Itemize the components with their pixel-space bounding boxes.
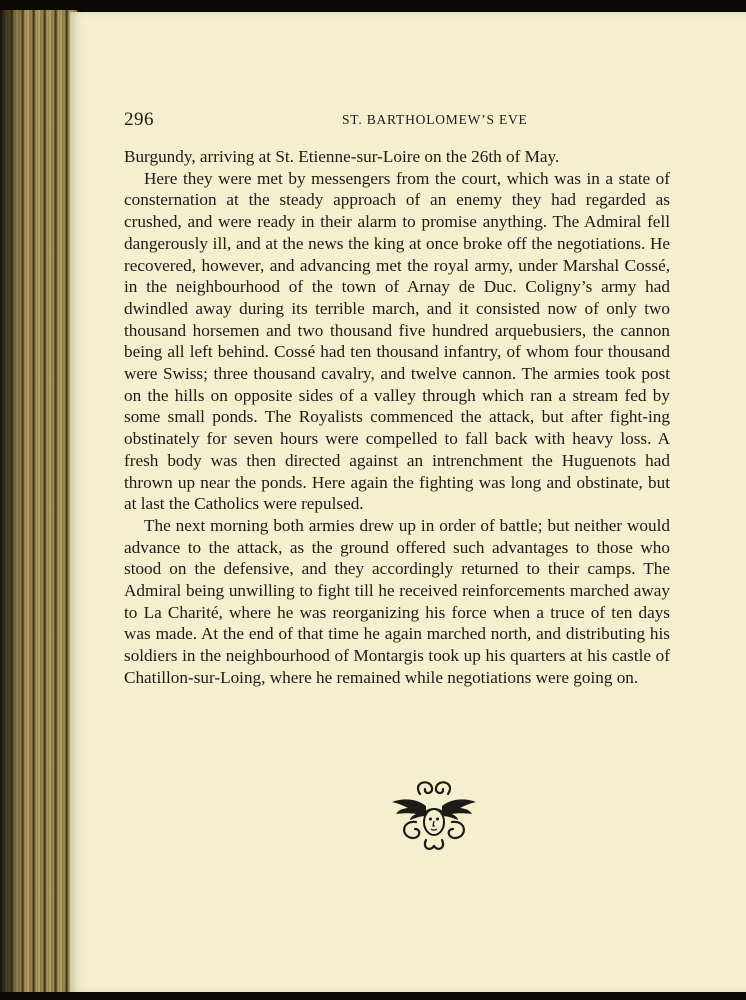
running-head: ST. BARTHOLOMEW’S EVE <box>342 112 528 127</box>
winged-mask-ornament-icon <box>390 778 478 854</box>
bottom-shadow-band <box>0 992 746 1000</box>
paragraph-1: Burgundy, arriving at St. Etienne-sur-Loire on the 26th of May. <box>124 147 560 166</box>
paragraph-2: Here they were met by messengers from the court, which was in a state of consternation at the steady approach of an enemy they had regarded as crushed, and were ready in their alarm to promise anything. The Admiral fell dangerously ill, and at the news the king at once broke off the negotiations. He recovered, however, and advancing met the royal army, under Marshal Cossé, in the neighbourhood of the town of Arnay de Duc. Coligny’s army had dwindled away during its terrible march, and it consisted now of only two thousand horsemen and two thousand five hundred arquebusiers, the cannon being all left behind. Cossé had ten thousand infantry, of whom four thousand were Swiss; three thousand cavalry, and twelve cannon. The armies took post on the hills on opposite sides of a valley through which ran a stream fed by some small ponds. The Royalists commenced the attack, but after fight-ing obstinately for seven hours were compelled to fall back with heavy loss. A fresh body was then directed against an intrenchment the Huguenots had thrown up near the ponds. Here again the fighting was long and obstinate, but at last the Catholics were repulsed. <box>124 168 670 514</box>
page-header <box>124 109 670 131</box>
page-number: 296 <box>124 109 154 130</box>
body-text <box>124 146 670 689</box>
page-edges-shadow <box>0 10 22 995</box>
paragraph-3: The next morning both armies drew up in order of battle; but neither would advance to the attack, as the ground offered such advantages to those who stood on the defensive, and they accordingly returned to their camps. The Admiral being unwilling to fight till he received reinforcements marched away to La Charité, where he was reorganizing his force when a truce of ten days was made. At the end of that time he again marched north, and distributing his soldiers in the neighbourhood of Montargis took up his quarters at his castle of Chatillon-sur-Loing, where he remained while negotiations were going on. <box>124 515 670 687</box>
